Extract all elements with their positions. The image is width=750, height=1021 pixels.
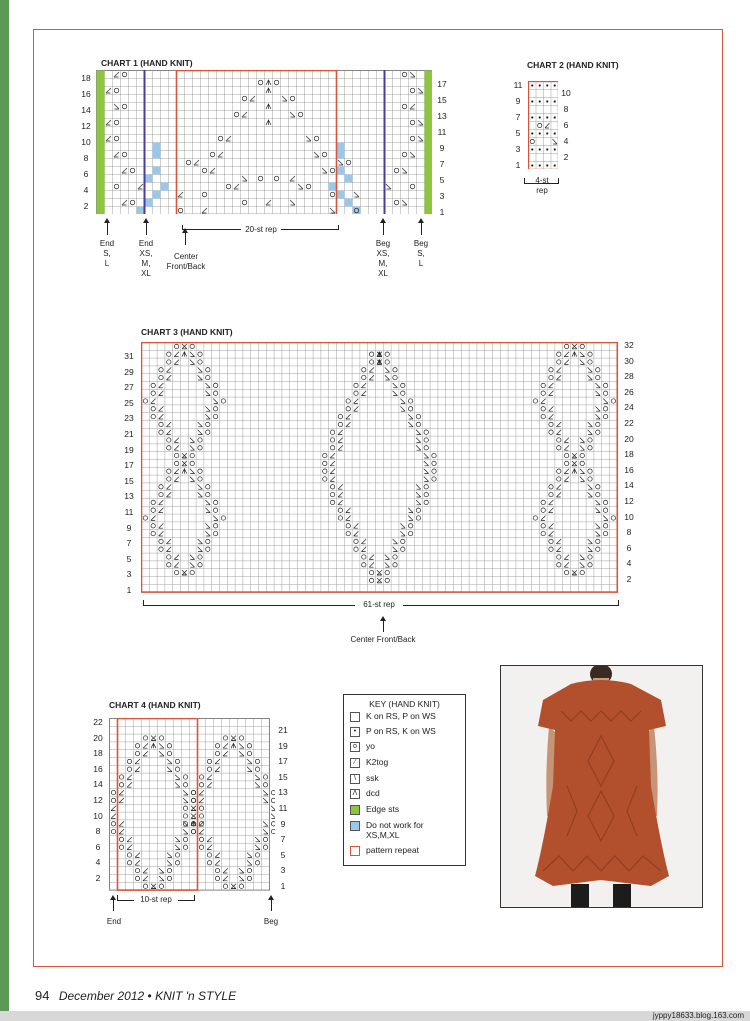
row-number: 8 xyxy=(95,826,101,837)
row-number: 4 xyxy=(563,136,569,146)
row-number: 6 xyxy=(563,120,569,130)
chart4-grid xyxy=(109,718,275,894)
row-number: 31 xyxy=(124,351,134,361)
row-number: 15 xyxy=(278,771,288,782)
arrow-up-icon xyxy=(383,222,384,235)
stitch-p-icon xyxy=(546,84,548,86)
row-number: 4 xyxy=(83,185,89,195)
stitch-p-icon xyxy=(539,84,541,86)
row-number: 4 xyxy=(95,857,101,868)
row-number: 13 xyxy=(124,491,134,502)
row-number: 3 xyxy=(515,144,521,154)
stitch-p-icon xyxy=(554,84,556,86)
row-number: 19 xyxy=(278,740,288,751)
chart4-title: CHART 4 (HAND KNIT) xyxy=(109,700,201,710)
row-number: 11 xyxy=(437,127,447,137)
chart3-rep-label: 61-st rep xyxy=(355,600,403,610)
row-number: 17 xyxy=(124,460,134,471)
row-number: 14 xyxy=(624,480,634,491)
watermark: jyppy18633.blog.163.com xyxy=(652,1011,744,1020)
row-number: 2 xyxy=(626,574,632,584)
garment-photo xyxy=(500,665,703,908)
chart2-grid xyxy=(528,81,558,169)
key-label: K2tog xyxy=(366,757,389,767)
row-number: 8 xyxy=(83,153,89,163)
key-swatch-icon: • xyxy=(350,727,360,737)
magazine-name: KNIT 'n STYLE xyxy=(155,989,237,1003)
row-number: 18 xyxy=(624,449,634,460)
chart4-rep-label: 10-st rep xyxy=(134,895,178,905)
chart1-title: CHART 1 (HAND KNIT) xyxy=(101,58,193,68)
stitch-p-icon xyxy=(531,132,533,134)
row-number: 9 xyxy=(439,143,445,153)
key-swatch-icon: ⁄ xyxy=(350,758,360,768)
row-number: 9 xyxy=(515,96,521,106)
row-number: 16 xyxy=(93,763,103,774)
key-swatch-icon: o xyxy=(350,742,360,752)
chart1-rep-label: 20-st rep xyxy=(241,225,281,235)
row-number: 9 xyxy=(126,522,132,533)
key-label: pattern repeat xyxy=(366,845,419,855)
key-swatch-icon xyxy=(350,712,360,722)
row-number: 32 xyxy=(624,340,634,350)
stitch-p-icon xyxy=(546,116,548,118)
stitch-p-icon xyxy=(531,100,533,102)
stitch-p-icon xyxy=(554,116,556,118)
stitch-p-icon xyxy=(531,84,533,86)
row-number: 5 xyxy=(126,553,132,564)
stitch-p-icon xyxy=(539,100,541,102)
row-number: 5 xyxy=(280,849,286,860)
row-number: 10 xyxy=(561,88,571,98)
row-number: 26 xyxy=(624,386,634,397)
row-number: 7 xyxy=(280,834,286,845)
row-number: 20 xyxy=(93,732,103,743)
key-legend xyxy=(343,694,466,866)
key-label: yo xyxy=(366,741,375,751)
stitch-p-icon xyxy=(546,100,548,102)
row-number: 1 xyxy=(439,207,445,217)
stitch-p-icon xyxy=(554,100,556,102)
row-number: 27 xyxy=(124,382,134,393)
row-number: 16 xyxy=(624,464,634,475)
row-number: 24 xyxy=(624,402,634,413)
row-number: 19 xyxy=(124,444,134,455)
row-number: 7 xyxy=(126,538,132,549)
stitch-p-icon xyxy=(539,148,541,150)
row-number: 3 xyxy=(126,569,132,580)
row-number: 18 xyxy=(93,748,103,759)
stitch-yo-icon xyxy=(271,829,275,833)
row-number: 14 xyxy=(81,105,91,115)
chart4-beg-label: Beg xyxy=(263,917,279,926)
key-label: ssk xyxy=(366,773,379,783)
stitch-p-icon xyxy=(554,148,556,150)
row-number: 16 xyxy=(81,89,91,99)
stitch-p-icon xyxy=(531,148,533,150)
stitch-p-icon xyxy=(554,164,556,166)
row-number: 14 xyxy=(93,779,103,790)
watermark-bar xyxy=(0,1011,750,1021)
chart1-center-label: Center Front/Back xyxy=(166,252,206,271)
stitch-p-icon xyxy=(531,164,533,166)
key-label: dcd xyxy=(366,788,380,798)
arrow-up-icon xyxy=(113,899,114,911)
chart3-title: CHART 3 (HAND KNIT) xyxy=(141,327,233,337)
arrow-up-icon xyxy=(146,222,147,235)
key-swatch-icon xyxy=(350,846,360,856)
arrow-up-icon xyxy=(107,222,108,235)
row-number: 15 xyxy=(437,95,447,105)
row-number: 7 xyxy=(515,112,521,122)
key-swatch-icon xyxy=(350,821,360,831)
row-number: 2 xyxy=(563,152,569,162)
key-title: KEY (HAND KNIT) xyxy=(369,699,440,709)
key-label: Edge sts xyxy=(366,804,400,814)
row-number: 1 xyxy=(515,160,521,170)
row-number: 12 xyxy=(93,795,103,805)
row-number: 22 xyxy=(93,717,103,727)
row-number: 12 xyxy=(81,121,91,131)
key-swatch-icon: \ xyxy=(350,774,360,784)
row-number: 17 xyxy=(278,756,288,767)
issue-date: December 2012 xyxy=(58,989,145,1003)
row-number: 12 xyxy=(624,496,634,506)
chart3-center-label: Center Front/Back xyxy=(350,635,416,644)
row-number: 23 xyxy=(124,413,134,424)
key-swatch-icon: Λ xyxy=(350,789,360,799)
chart3-grid xyxy=(141,342,619,594)
chart1-grid xyxy=(96,70,432,214)
row-number: 18 xyxy=(81,73,91,83)
page-footer xyxy=(35,988,236,1003)
row-number: 8 xyxy=(563,104,569,114)
row-number: 11 xyxy=(513,80,523,90)
row-number: 15 xyxy=(124,475,134,486)
row-number: 10 xyxy=(93,810,103,821)
arrow-up-icon xyxy=(421,222,422,235)
row-number: 21 xyxy=(278,725,288,735)
row-number: 5 xyxy=(515,128,521,138)
dress-illustration xyxy=(501,666,702,907)
stitch-p-icon xyxy=(554,132,556,134)
row-number: 6 xyxy=(83,169,89,179)
row-number: 2 xyxy=(95,873,101,883)
stitch-p-icon xyxy=(546,132,548,134)
row-number: 10 xyxy=(81,137,91,147)
row-number: 29 xyxy=(124,366,134,377)
chart2-rep-label: 4-st rep xyxy=(535,176,549,195)
arrow-up-icon xyxy=(271,899,272,911)
row-number: 3 xyxy=(439,191,445,201)
row-number: 28 xyxy=(624,371,634,382)
chart1-end-xsmxl-label: End XS, M, XL xyxy=(138,239,154,278)
row-number: 3 xyxy=(280,865,286,876)
page-edge-bar xyxy=(0,0,9,1021)
key-label: P on RS, K on WS xyxy=(366,726,436,736)
row-number: 1 xyxy=(280,881,286,891)
stitch-yo-icon xyxy=(271,798,275,802)
key-label: K on RS, P on WS xyxy=(366,711,436,721)
row-number: 4 xyxy=(626,558,632,569)
chart1-beg-xsmxl-label: Beg XS, M, XL xyxy=(375,239,391,278)
row-number: 10 xyxy=(624,511,634,522)
row-number: 5 xyxy=(439,175,445,185)
footer-bullet: • xyxy=(147,989,152,1003)
stitch-p-icon xyxy=(539,132,541,134)
row-number: 22 xyxy=(624,418,634,428)
chart1-beg-sl-label: Beg S, L xyxy=(413,239,429,268)
row-number: 11 xyxy=(278,803,288,813)
stitch-p-icon xyxy=(546,164,548,166)
arrow-up-icon xyxy=(185,232,186,245)
row-number: 6 xyxy=(626,542,632,553)
row-number: 7 xyxy=(439,159,445,169)
row-number: 25 xyxy=(124,397,134,408)
stitch-p-icon xyxy=(546,148,548,150)
arrow-up-icon xyxy=(383,620,384,632)
row-number: 1 xyxy=(126,585,132,595)
chart2-title: CHART 2 (HAND KNIT) xyxy=(527,60,619,70)
stitch-p-icon xyxy=(531,116,533,118)
page-number: 94 xyxy=(35,988,50,1003)
row-number: 21 xyxy=(124,429,134,439)
row-number: 11 xyxy=(124,507,134,517)
row-number: 6 xyxy=(95,841,101,852)
row-number: 13 xyxy=(278,787,288,798)
row-number: 9 xyxy=(280,818,286,829)
row-number: 30 xyxy=(624,355,634,366)
stitch-p-icon xyxy=(539,164,541,166)
row-number: 20 xyxy=(624,433,634,444)
row-number: 17 xyxy=(437,79,447,89)
chart4-end-label: End xyxy=(106,917,122,926)
row-number: 2 xyxy=(83,201,89,211)
chart1-end-sl-label: End S, L xyxy=(99,239,115,268)
key-swatch-icon xyxy=(350,805,360,815)
row-number: 13 xyxy=(437,111,447,121)
row-number: 8 xyxy=(626,527,632,538)
stitch-p-icon xyxy=(539,116,541,118)
key-label: Do not work for XS,M,XL xyxy=(366,820,424,840)
